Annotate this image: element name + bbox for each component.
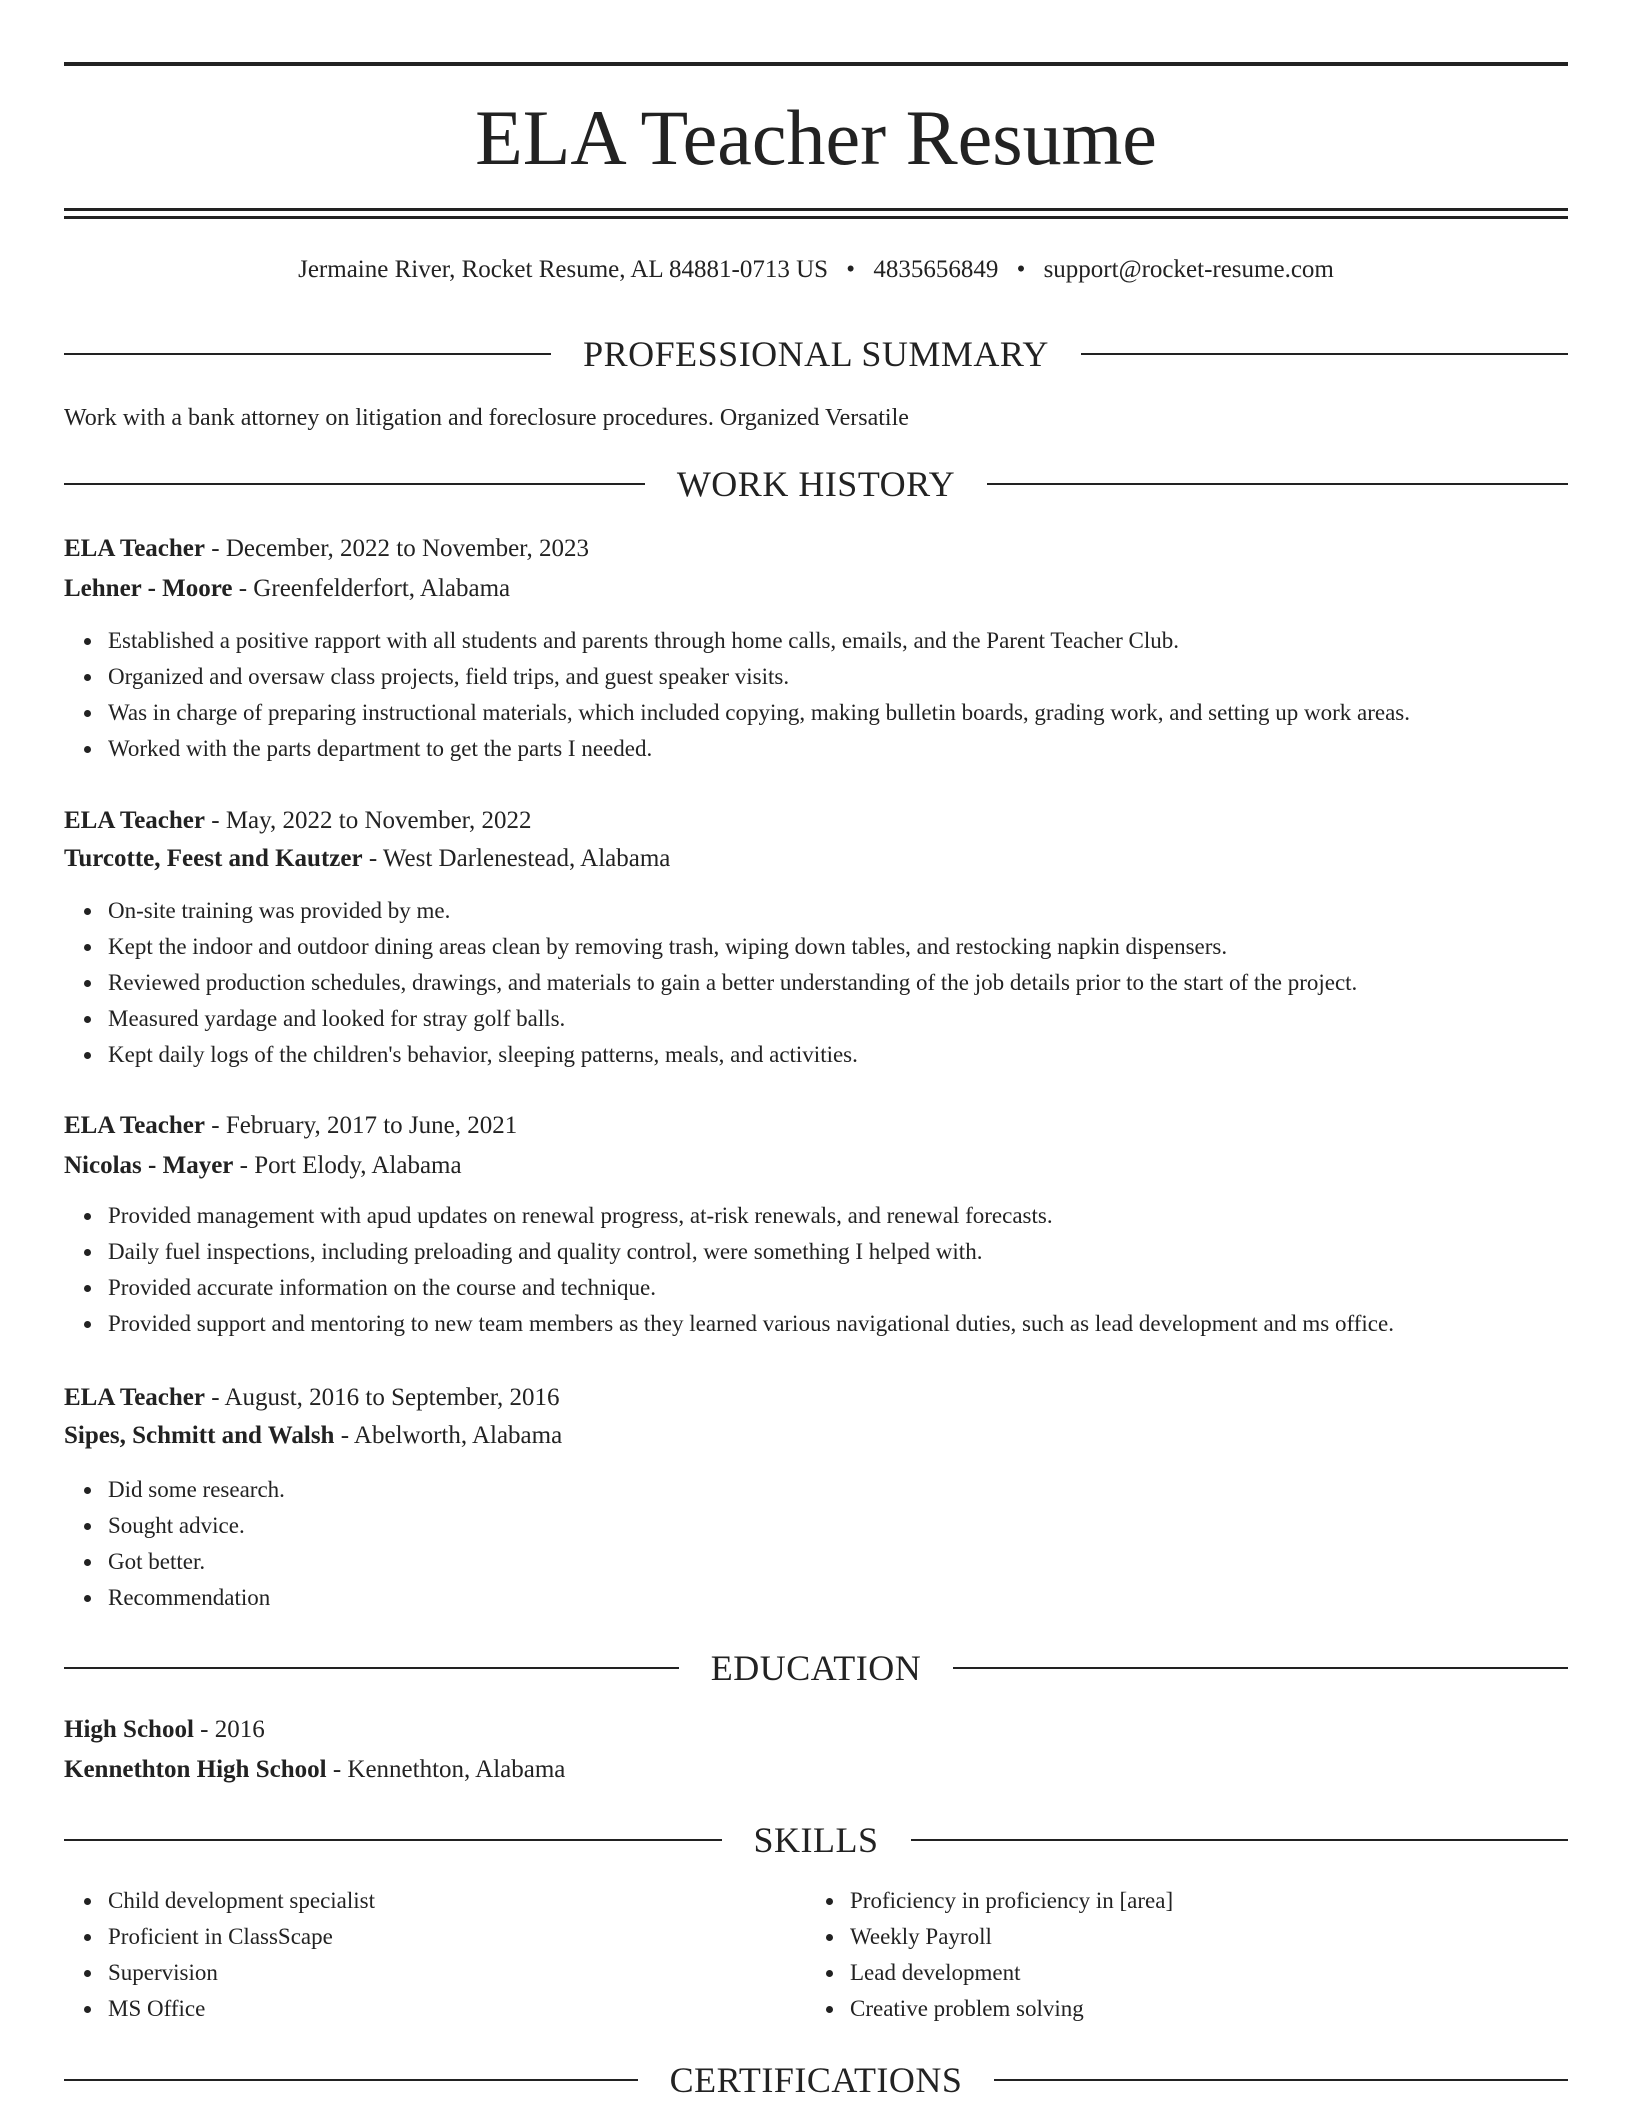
job-company: Nicolas - Mayer	[64, 1152, 234, 1179]
contact-line	[64, 252, 1568, 288]
list-item: Reviewed production schedules, drawings, and materials to gain a better understanding of the job details prior to the start of the project.	[108, 965, 1568, 1001]
job-title: ELA Teacher	[64, 1384, 205, 1411]
job-title: ELA Teacher	[64, 535, 205, 562]
heading-rule	[1081, 353, 1568, 355]
heading-rule	[64, 2079, 638, 2081]
list-item: Kept daily logs of the children's behavior, sleeping patterns, meals, and activities.	[108, 1037, 1568, 1073]
education-location: - Kennethton, Alabama	[326, 1756, 566, 1783]
skills-list-right	[806, 1883, 1550, 2027]
list-item: Established a positive rapport with all students and parents through home calls, emails, and the Parent Teacher Club.	[108, 623, 1568, 659]
job-title: ELA Teacher	[64, 807, 205, 834]
list-item: Got better.	[108, 1544, 1568, 1580]
list-item: Daily fuel inspections, including preloading and quality control, were something I helped with.	[108, 1234, 1568, 1270]
education-school: Kennethton High School	[64, 1756, 327, 1783]
list-item: Worked with the parts department to get the parts I needed.	[108, 731, 1568, 767]
section-heading-certifications	[64, 2056, 1568, 2104]
education-degree: High School	[64, 1716, 194, 1743]
skill-item: Child development specialist	[108, 1883, 808, 1919]
list-item: Was in charge of preparing instructional materials, which included copying, making bulletin boards, grading work, and setting up work areas.	[108, 695, 1568, 731]
list-item: Provided accurate information on the course and technique.	[108, 1270, 1568, 1306]
section-title: WORK HISTORY	[676, 464, 956, 504]
job-title: ELA Teacher	[64, 1112, 205, 1139]
education-school-line	[64, 1750, 1568, 1790]
job-location: - Port Elody, Alabama	[233, 1152, 462, 1179]
contact-address: Jermaine River, Rocket Resume, AL 84881-0713 US	[298, 256, 829, 283]
skill-item: MS Office	[108, 1991, 808, 2027]
list-item: Did some research.	[108, 1472, 1568, 1508]
list-item: Recommendation	[108, 1580, 1568, 1616]
list-item: Measured yardage and looked for stray golf balls.	[108, 1001, 1568, 1037]
list-item: On-site training was provided by me.	[108, 893, 1568, 929]
list-item: Organized and oversaw class projects, field trips, and guest speaker visits.	[108, 659, 1568, 695]
section-title: PROFESSIONAL SUMMARY	[583, 334, 1049, 374]
section-title: SKILLS	[753, 1820, 879, 1860]
heading-rule	[64, 353, 551, 355]
skill-item: Creative problem solving	[850, 1991, 1550, 2027]
skill-item: Lead development	[850, 1955, 1550, 1991]
double-rule-upper	[64, 208, 1568, 211]
job-bullets	[64, 893, 1568, 1073]
section-heading-skills	[64, 1816, 1568, 1864]
section-title: EDUCATION	[710, 1648, 922, 1688]
heading-rule	[953, 1667, 1568, 1669]
heading-rule	[994, 2079, 1568, 2081]
job-bullets	[64, 1472, 1568, 1616]
job-dates: - December, 2022 to November, 2023	[205, 535, 589, 562]
job-title-line	[64, 529, 1568, 569]
skills-list-left	[64, 1883, 808, 2027]
education-year: - 2016	[193, 1716, 265, 1743]
heading-rule	[987, 483, 1568, 485]
contact-email: support@rocket-resume.com	[1043, 256, 1334, 283]
job-dates: - August, 2016 to September, 2016	[205, 1384, 560, 1411]
bullet-separator: •	[1016, 256, 1026, 283]
job-title-line	[64, 801, 1568, 841]
skill-item: Proficiency in proficiency in [area]	[850, 1883, 1550, 1919]
job-company-line	[64, 1416, 1568, 1456]
section-heading-education	[64, 1644, 1568, 1692]
section-title: CERTIFICATIONS	[669, 2060, 963, 2100]
job-company: Lehner - Moore	[64, 575, 233, 602]
job-company-line	[64, 569, 1568, 609]
job-bullets	[64, 1198, 1568, 1342]
list-item: Kept the indoor and outdoor dining areas clean by removing trash, wiping down tables, and restocking napkin dispensers.	[108, 929, 1568, 965]
bullet-separator: •	[846, 256, 856, 283]
list-item: Provided management with apud updates on renewal progress, at-risk renewals, and renewal forecasts.	[108, 1198, 1568, 1234]
heading-rule	[64, 1667, 679, 1669]
job-bullets	[64, 623, 1568, 767]
job-company: Sipes, Schmitt and Walsh	[64, 1422, 335, 1449]
summary-text: Work with a bank attorney on litigation and foreclosure procedures. Organized Versatile	[64, 405, 909, 431]
contact-phone: 4835656849	[873, 256, 999, 283]
education-degree-line	[64, 1710, 1568, 1750]
job-dates: - February, 2017 to June, 2021	[205, 1112, 518, 1139]
skill-item: Weekly Payroll	[850, 1919, 1550, 1955]
section-heading-work-history	[64, 460, 1568, 508]
job-location: - Abelworth, Alabama	[334, 1422, 563, 1449]
job-location: - West Darlenestead, Alabama	[362, 845, 671, 872]
job-dates: - May, 2022 to November, 2022	[205, 807, 532, 834]
skill-item: Proficient in ClassScape	[108, 1919, 808, 1955]
double-rule-lower	[64, 216, 1568, 219]
skill-item: Supervision	[108, 1955, 808, 1991]
list-item: Provided support and mentoring to new team members as they learned various navigational duties, such as lead development and ms office.	[108, 1306, 1568, 1342]
job-title-line	[64, 1378, 1568, 1418]
heading-rule	[64, 1839, 722, 1841]
job-location: - Greenfelderfort, Alabama	[232, 575, 511, 602]
resume-title: ELA Teacher Resume	[475, 94, 1157, 181]
heading-rule	[64, 483, 645, 485]
job-company: Turcotte, Feest and Kautzer	[64, 845, 363, 872]
job-title-line	[64, 1106, 1568, 1146]
heading-rule	[911, 1839, 1569, 1841]
job-company-line	[64, 839, 1568, 879]
job-company-line	[64, 1146, 1568, 1186]
top-rule	[64, 62, 1568, 66]
list-item: Sought advice.	[108, 1508, 1568, 1544]
section-heading-summary	[64, 330, 1568, 378]
